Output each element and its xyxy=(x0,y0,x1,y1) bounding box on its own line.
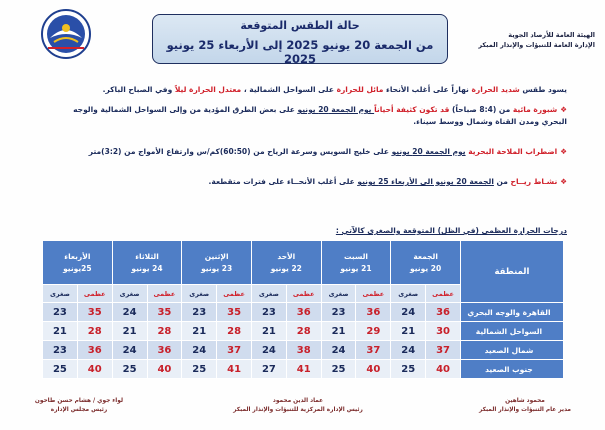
table-row xyxy=(43,341,564,360)
min-temp: 21 xyxy=(182,322,217,341)
region-name: جنوب الصعيد xyxy=(460,360,563,379)
signature-board-chairman xyxy=(14,397,144,415)
signature-role: مدير عام التنبؤات والإنذار المبكر xyxy=(478,407,572,413)
b4-period: الجمعة 20 يونيو الى الأربعاء 25 يونيو xyxy=(357,177,494,186)
max-temp: 40 xyxy=(426,360,461,379)
max-temp: 37 xyxy=(217,341,252,360)
day-header xyxy=(112,241,182,285)
b3-nav: اضطراب الملاحة البحرية xyxy=(465,147,558,156)
min-label: صغرى xyxy=(182,285,217,303)
max-label: عظمى xyxy=(147,285,182,303)
b4-wind: نشـاط ريــاح xyxy=(510,177,558,186)
max-temp: 41 xyxy=(286,360,321,379)
org-line-1: الهيئة العامة للأرصاد الجوية xyxy=(508,31,595,39)
min-temp: 24 xyxy=(391,341,426,360)
min-temp: 25 xyxy=(182,360,217,379)
max-label: عظمى xyxy=(286,285,321,303)
min-temp: 21 xyxy=(112,322,147,341)
max-temp: 28 xyxy=(286,322,321,341)
b3-wind: (60:50) xyxy=(219,147,251,156)
bullet-navigation xyxy=(57,146,567,158)
signature-name: محمود شاهين xyxy=(505,398,545,404)
meteorological-authority-logo xyxy=(40,8,92,60)
signature-role: رئيس الإدارة المركزية للتنبؤات والإنذار المبكر xyxy=(233,407,363,413)
day-header xyxy=(43,241,113,285)
day-date: 23 يونيو xyxy=(201,263,233,273)
bullet-diamond-icon: ❖ xyxy=(560,177,567,186)
b1-text-2: نهاراً على أغلب الأنحاء xyxy=(383,85,472,94)
region-name: القاهرة والوجه البحري xyxy=(460,303,563,322)
b1-hot: شديد الحرارة xyxy=(471,85,520,94)
day-name: الجمعة xyxy=(413,251,438,261)
max-temp: 28 xyxy=(147,322,182,341)
b1-text-3: على السواحل الشمالية ، xyxy=(241,85,337,94)
max-temp: 35 xyxy=(147,303,182,322)
day-name: السبت xyxy=(343,251,368,261)
min-temp: 27 xyxy=(251,360,286,379)
region-name: شمال الصعيد xyxy=(460,341,563,360)
b2-day: يوم الجمعة 20 يونيو xyxy=(297,105,375,114)
day-name: الأربعاء xyxy=(64,251,91,261)
signature-name: لواء جوي / هشام حسن طاحون xyxy=(34,398,124,404)
min-temp: 23 xyxy=(321,303,356,322)
page-subtitle: من الجمعة 20 يونيو 2025 إلى الأربعاء 25 يونيو 2025 xyxy=(166,38,434,66)
day-header xyxy=(391,241,461,285)
temperature-table xyxy=(42,240,564,379)
min-temp: 23 xyxy=(43,341,78,360)
day-date: 22 يونيو xyxy=(270,263,302,273)
max-temp: 36 xyxy=(147,341,182,360)
max-label: عظمى xyxy=(77,285,112,303)
max-label: عظمى xyxy=(217,285,252,303)
max-temp: 40 xyxy=(356,360,391,379)
min-label: صغرى xyxy=(391,285,426,303)
title-box xyxy=(152,14,448,64)
max-label: عظمى xyxy=(356,285,391,303)
bullet-diamond-icon: ❖ xyxy=(560,105,567,114)
min-temp: 23 xyxy=(251,303,286,322)
max-temp: 28 xyxy=(77,322,112,341)
org-line-2: الإدارة العامة للتنبؤات والإنذار المبكر xyxy=(478,41,595,49)
min-temp: 21 xyxy=(391,322,426,341)
signature-forecast-director xyxy=(455,397,595,415)
min-temp: 24 xyxy=(321,341,356,360)
day-date: 20 يونيو xyxy=(410,263,442,273)
b2-fog: شبورة مائية xyxy=(512,105,558,114)
signature-central-admin xyxy=(213,397,383,415)
bullet-wind xyxy=(57,176,567,188)
b3-waves: (3:2) xyxy=(101,147,122,156)
max-temp: 37 xyxy=(356,341,391,360)
day-date: 24 يونيو xyxy=(131,263,163,273)
b3-unit: متر xyxy=(88,147,102,156)
b3-text: على خليج السويس وسرعة الرياح من xyxy=(250,147,392,156)
table-row xyxy=(43,360,564,379)
min-temp: 25 xyxy=(112,360,147,379)
day-date: 21 يونيو xyxy=(340,263,372,273)
max-temp: 36 xyxy=(356,303,391,322)
bullet-fog xyxy=(57,104,567,128)
b4-text: على أغلب الأنحــاء على فترات متقطعة. xyxy=(208,177,358,186)
min-label: صغرى xyxy=(43,285,78,303)
day-name: الإثنين xyxy=(204,251,229,261)
min-temp: 25 xyxy=(43,360,78,379)
b2-text: على بعض الطرق المؤدية من وإلى السواحل الشمالية والوجه البحري ومدن القناة وشمال ووسط سيناء. xyxy=(73,105,567,126)
min-label: صغرى xyxy=(112,285,147,303)
b1-text: يسود طقس xyxy=(519,85,567,94)
b1-warm: مائل للحرارة xyxy=(336,85,384,94)
max-temp: 37 xyxy=(426,341,461,360)
max-temp: 36 xyxy=(77,341,112,360)
table-header-row xyxy=(43,241,564,285)
min-temp: 24 xyxy=(182,341,217,360)
b1-mild: معتدل الحرارة ليلاً xyxy=(174,85,242,94)
organization-name xyxy=(465,30,595,50)
region-name: السواحل الشمالية xyxy=(460,322,563,341)
min-temp: 21 xyxy=(321,322,356,341)
day-name: الأحد xyxy=(277,251,296,261)
signature-name: عماد الدين محمود xyxy=(272,398,324,404)
max-temp: 30 xyxy=(426,322,461,341)
signature-role: رئيس مجلس الإدارة xyxy=(50,407,108,413)
table-row xyxy=(43,303,564,322)
min-temp: 24 xyxy=(391,303,426,322)
max-temp: 40 xyxy=(77,360,112,379)
min-temp: 23 xyxy=(182,303,217,322)
b4-from: من xyxy=(493,177,511,186)
b2-dense: قد تكون كثيفة أحياناً xyxy=(374,105,450,114)
page-title: حالة الطقس المتوقعة xyxy=(240,19,360,32)
min-label: صغرى xyxy=(321,285,356,303)
b2-time: من (8:4 صباحاً) xyxy=(449,105,513,114)
table-title: درجات الحرارة العظمى (في الظل) المتوقعة والصغرى كالآتي : xyxy=(335,226,567,235)
table-row xyxy=(43,322,564,341)
day-name: الثلاثاء xyxy=(135,251,159,261)
region-column-header: المنطقة xyxy=(460,241,563,303)
max-temp: 35 xyxy=(77,303,112,322)
min-temp: 24 xyxy=(112,341,147,360)
day-header xyxy=(182,241,252,285)
max-temp: 36 xyxy=(426,303,461,322)
day-header xyxy=(321,241,391,285)
min-temp: 24 xyxy=(251,341,286,360)
max-temp: 36 xyxy=(286,303,321,322)
b1-text-4: وفي الصباح الباكر. xyxy=(102,85,175,94)
max-label: عظمى xyxy=(426,285,461,303)
b3-text-2: كم/س وارتفاع الأمواج من xyxy=(121,147,220,156)
day-header xyxy=(251,241,321,285)
bullet-general-weather xyxy=(57,84,567,96)
max-temp: 28 xyxy=(217,322,252,341)
min-temp: 24 xyxy=(112,303,147,322)
max-temp: 38 xyxy=(286,341,321,360)
max-temp: 35 xyxy=(217,303,252,322)
max-temp: 40 xyxy=(147,360,182,379)
min-temp: 23 xyxy=(43,303,78,322)
max-temp: 41 xyxy=(217,360,252,379)
bullet-diamond-icon: ❖ xyxy=(560,147,567,156)
day-date: 25يونيو xyxy=(63,263,92,273)
min-label: صغرى xyxy=(251,285,286,303)
min-temp: 21 xyxy=(251,322,286,341)
b3-day: يوم الجمعة 20 يونيو xyxy=(391,147,466,156)
max-temp: 29 xyxy=(356,322,391,341)
min-temp: 25 xyxy=(391,360,426,379)
min-temp: 25 xyxy=(321,360,356,379)
min-temp: 21 xyxy=(43,322,78,341)
